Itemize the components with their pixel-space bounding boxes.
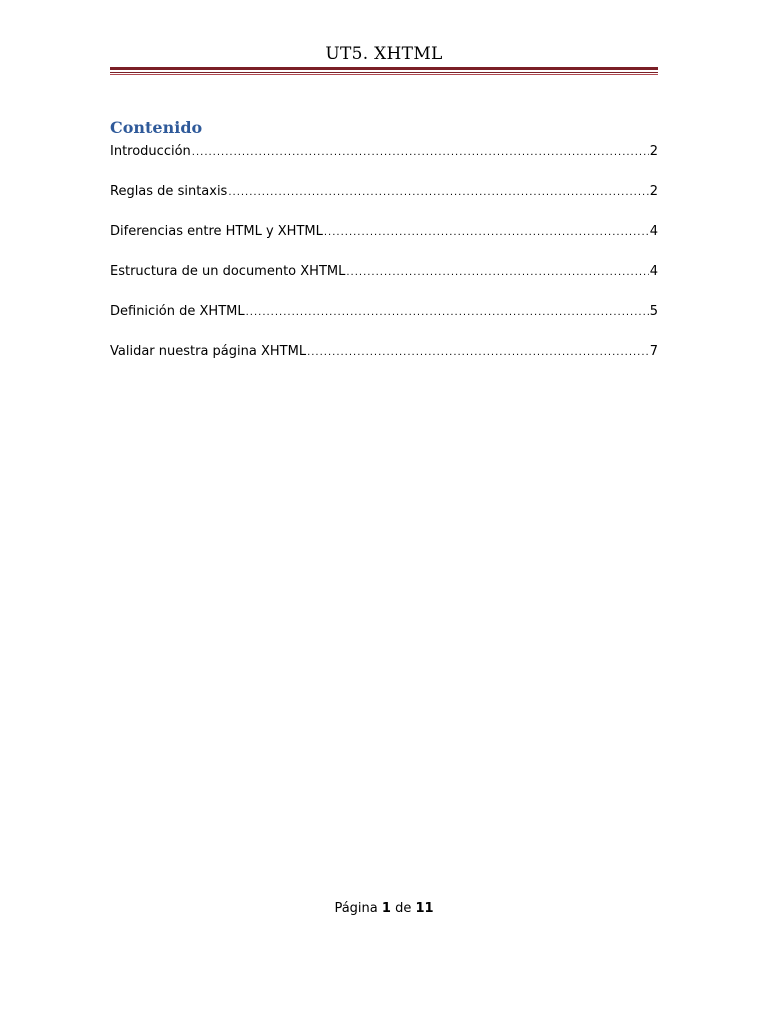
toc-dot-leader [192, 143, 649, 163]
toc-dot-leader [324, 223, 649, 243]
toc-entry-label: Introducción [110, 144, 191, 159]
toc-dot-leader [246, 303, 649, 323]
toc-entry-label: Diferencias entre HTML y XHTML [110, 224, 323, 239]
toc-entry-page: 5 [649, 304, 658, 319]
toc-entry-page: 4 [649, 264, 658, 279]
page-footer [0, 901, 768, 916]
toc-entry-estructura[interactable] [110, 262, 658, 282]
document-title: UT5. XHTML [325, 44, 443, 64]
footer-total-pages: 11 [415, 901, 434, 916]
toc-entry-introduccion[interactable] [110, 142, 658, 162]
toc-dot-leader [228, 183, 648, 203]
toc-entry-label: Estructura de un documento XHTML [110, 264, 346, 279]
toc-entry-diferencias[interactable] [110, 222, 658, 242]
toc-dot-leader [307, 343, 649, 363]
toc-heading: Contenido [110, 118, 203, 137]
header-rule-thin [110, 72, 658, 73]
toc-entry-label: Reglas de sintaxis [110, 184, 228, 199]
toc-entry-page: 4 [649, 224, 658, 239]
toc-dot-leader [346, 263, 648, 283]
toc-entry-label: Definición de XHTML [110, 304, 245, 319]
header-rule-thin-secondary [110, 74, 658, 75]
footer-of-word: de [395, 901, 412, 916]
toc-entry-validar[interactable] [110, 342, 658, 362]
toc-entry-definicion[interactable] [110, 302, 658, 322]
footer-page-word: Página [334, 901, 378, 916]
table-of-contents [110, 142, 658, 382]
toc-entry-label: Validar nuestra página XHTML [110, 344, 307, 359]
toc-entry-page: 7 [649, 344, 658, 359]
header-rule-thick [110, 67, 658, 70]
footer-current-page: 1 [381, 901, 391, 916]
toc-entry-reglas-de-sintaxis[interactable] [110, 182, 658, 202]
toc-entry-page: 2 [649, 144, 658, 159]
toc-entry-page: 2 [649, 184, 658, 199]
